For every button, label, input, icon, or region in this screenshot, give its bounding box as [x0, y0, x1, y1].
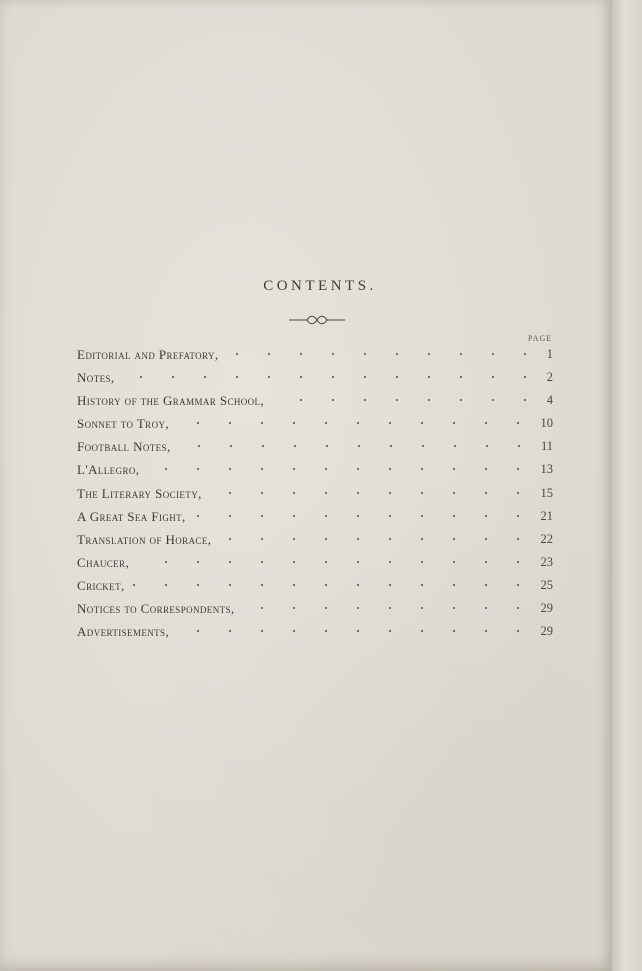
toc-entry — [77, 366, 553, 389]
toc-entry-page: 15 — [540, 485, 553, 500]
toc-entry-title: Notes, — [77, 370, 115, 386]
dot-leader — [227, 353, 541, 355]
toc-entry — [77, 343, 553, 366]
toc-entry-page: 13 — [540, 462, 553, 477]
toc-entry — [77, 412, 553, 435]
toc-entry — [77, 620, 553, 643]
toc-entry-title: Translation of Horace, — [77, 531, 212, 547]
toc-entry — [77, 551, 553, 574]
dot-leader — [177, 422, 534, 424]
toc-entry-title: Cricket, — [77, 577, 125, 593]
toc-entry — [77, 458, 553, 481]
toc-entry-page: 23 — [540, 554, 553, 569]
toc-entry-title: L'Allegro, — [77, 462, 140, 478]
dot-leader — [177, 630, 534, 632]
dot-leader — [133, 584, 534, 586]
toc-entry-page: 11 — [540, 439, 553, 454]
toc-entry-title: Advertisements, — [77, 624, 170, 640]
toc-entry-title: History of the Grammar School, — [77, 393, 265, 409]
toc-entry-page: 2 — [546, 370, 553, 385]
toc-entry-page: 10 — [540, 416, 553, 431]
dot-leader — [147, 468, 534, 470]
toc-entry-page: 22 — [540, 531, 553, 546]
toc-entry — [77, 505, 553, 528]
dot-leader — [137, 561, 534, 563]
page-title: CONTENTS. — [263, 278, 377, 294]
ornament-divider-icon — [289, 314, 345, 326]
dot-leader — [179, 445, 535, 447]
toc-entry — [77, 597, 553, 620]
toc-entry — [77, 482, 553, 505]
toc-entry-title: Editorial and Prefatory, — [77, 347, 219, 362]
toc-entry — [77, 389, 553, 412]
toc-entry — [77, 435, 553, 458]
dot-leader — [243, 607, 534, 609]
dot-leader — [194, 515, 534, 517]
toc-entry-title: A Great Sea Fight, — [77, 508, 186, 524]
toc-entry-page: 21 — [540, 508, 553, 523]
toc-entry-title: Chaucer, — [77, 554, 130, 570]
toc-entry-title: The Literary Society, — [77, 485, 202, 501]
page-edge — [612, 0, 642, 971]
toc-entry-page: 1 — [546, 347, 553, 361]
toc-entry-page: 29 — [540, 601, 553, 616]
dot-leader — [219, 538, 534, 540]
toc-entry — [77, 574, 553, 597]
toc-entry — [77, 528, 553, 551]
toc-entry-title: Football Notes, — [77, 439, 171, 455]
toc-entry-page: 25 — [540, 577, 553, 592]
dot-leader — [123, 376, 541, 378]
dot-leader — [272, 399, 541, 401]
toc-entry-title: Sonnet to Troy, — [77, 416, 170, 432]
dot-leader — [210, 492, 534, 494]
page-column-label: PAGE — [528, 334, 553, 343]
table-of-contents — [77, 343, 553, 643]
toc-entry-page: 4 — [546, 393, 553, 408]
toc-entry-page: 29 — [540, 624, 553, 639]
toc-entry-title: Notices to Correspondents, — [77, 601, 235, 617]
